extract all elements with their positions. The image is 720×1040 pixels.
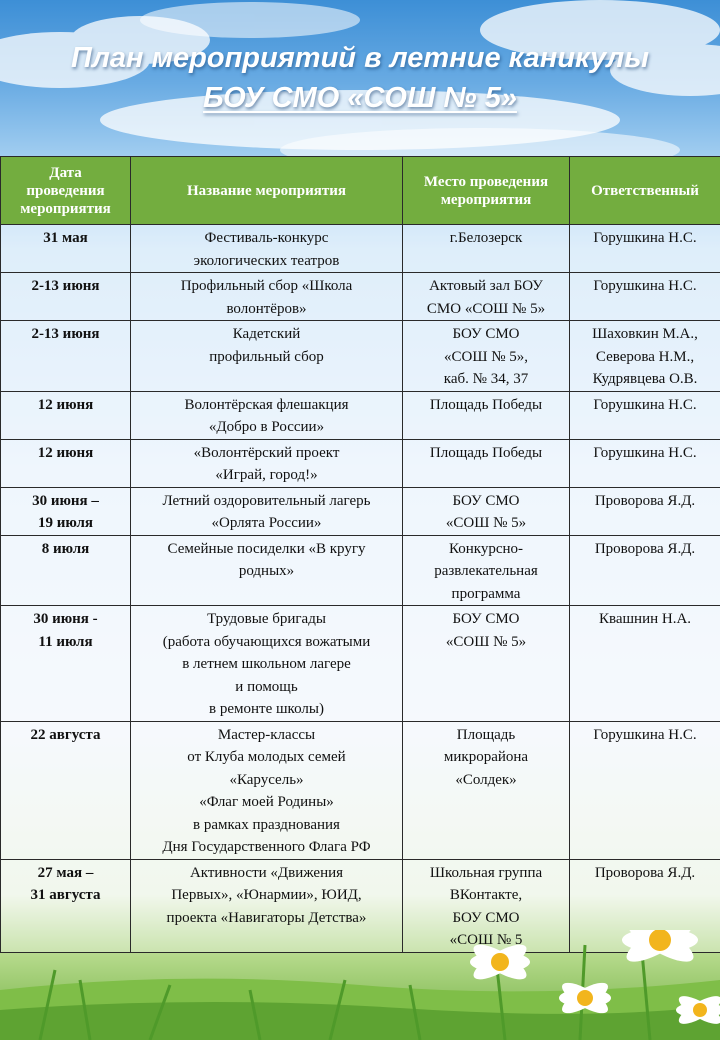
- cell-text-line: Активности «Движения: [189, 864, 344, 881]
- cell-place: [403, 225, 570, 273]
- cell-responsible: [570, 321, 720, 392]
- cell-event-name: [131, 321, 403, 392]
- title-line-1: План мероприятий в летние каникулы: [70, 42, 650, 74]
- cell-place: [403, 721, 570, 859]
- table-row: [1, 321, 720, 392]
- cell-text-line: 30 июня –: [32, 492, 99, 509]
- cell-event-name: [131, 439, 403, 487]
- cell-text-line: Проворова Я.Д.: [594, 492, 696, 509]
- cell-date: [1, 606, 131, 722]
- cell-text-line: от Клуба молодых семей: [187, 749, 346, 765]
- cell-text-line: волонтёров»: [226, 300, 307, 317]
- table-row: [1, 606, 720, 722]
- cell-date: [1, 535, 131, 606]
- cell-text-line: 2-13 июня: [31, 326, 100, 342]
- cell-responsible: [570, 721, 720, 859]
- cell-text-line: 12 июня: [37, 444, 94, 461]
- cell-text-line: в рамках празднования: [193, 816, 340, 833]
- table-body: [1, 225, 720, 953]
- cell-text-line: в летнем школьном лагере: [182, 656, 351, 672]
- cell-text-line: развлекательная: [434, 563, 538, 579]
- cell-text-line: БОУ СМО: [452, 611, 520, 627]
- cell-text-line: Профильный сбор «Школа: [180, 278, 353, 294]
- cell-place: [403, 391, 570, 439]
- cell-text-line: Горушкина Н.С.: [593, 396, 697, 413]
- cell-responsible: [570, 439, 720, 487]
- cell-text-line: «СОШ № 5»,: [443, 348, 529, 365]
- cell-text-line: Площадь Победы: [429, 444, 543, 461]
- cell-event-name: [131, 225, 403, 273]
- cell-text-line: Северова Н.М.,: [595, 348, 695, 365]
- cell-text-line: 8 июля: [41, 540, 90, 557]
- cell-text-line: Летний оздоровительный лагерь: [162, 492, 371, 509]
- cell-event-name: [131, 721, 403, 859]
- cell-text-line: 12 июня: [37, 396, 94, 413]
- cell-text-line: Семейные посиделки «В кругу: [167, 540, 366, 557]
- cell-responsible: [570, 487, 720, 535]
- cell-text-line: микрорайона: [443, 749, 529, 765]
- title-line-2: БОУ СМО «СОШ № 5»: [203, 82, 517, 114]
- cell-date: [1, 439, 131, 487]
- cell-date: [1, 487, 131, 535]
- cell-text-line: экологических театров: [193, 252, 340, 269]
- cell-text-line: Горушкина Н.С.: [593, 230, 697, 246]
- cell-place: [403, 273, 570, 321]
- cell-event-name: [131, 487, 403, 535]
- cell-place: [403, 321, 570, 392]
- cell-text-line: «Играй, город!»: [215, 467, 318, 483]
- cell-text-line: Трудовые бригады: [207, 611, 326, 627]
- cell-text-line: Квашнин Н.А.: [598, 611, 692, 627]
- cell-text-line: Горушкина Н.С.: [593, 726, 697, 743]
- cell-date: [1, 225, 131, 273]
- page-title: [0, 38, 720, 118]
- header-text-line: Место проведения: [423, 173, 549, 190]
- cell-text-line: 31 августа: [30, 887, 101, 903]
- cell-text-line: Первых», «Юнармии», ЮИД,: [171, 887, 362, 903]
- cell-text-line: профильный сбор: [209, 348, 324, 365]
- cell-text-line: БОУ СМО: [452, 909, 520, 926]
- cell-text-line: Мастер-классы: [217, 726, 316, 743]
- table-row: [1, 535, 720, 606]
- cell-text-line: Проворова Я.Д.: [594, 864, 696, 881]
- header-text-line: мероприятия: [20, 200, 111, 217]
- cell-text-line: БОУ СМО: [452, 326, 520, 342]
- cell-date: [1, 391, 131, 439]
- cell-text-line: 27 мая –: [37, 864, 94, 881]
- cell-text-line: «СОШ № 5»: [445, 515, 527, 531]
- events-table: [0, 156, 720, 953]
- cell-text-line: «Карусель»: [229, 771, 304, 788]
- cell-responsible: [570, 606, 720, 722]
- cell-text-line: «Орлята России»: [211, 515, 322, 531]
- cell-text-line: БОУ СМО: [452, 492, 520, 509]
- table-header-row: [1, 157, 720, 225]
- cell-text-line: каб. № 34, 37: [443, 371, 529, 387]
- cell-text-line: «Солдек»: [455, 771, 517, 788]
- header-text-line: Ответственный: [591, 182, 699, 199]
- header-text-line: проведения: [26, 182, 105, 199]
- header-text-line: мероприятия: [440, 191, 532, 208]
- cell-place: [403, 535, 570, 606]
- cell-text-line: «Флаг моей Родины»: [199, 794, 334, 810]
- cell-text-line: Горушкина Н.С.: [593, 278, 697, 294]
- cell-date: [1, 321, 131, 392]
- cell-text-line: «СОШ № 5»: [445, 633, 527, 650]
- cell-text-line: 11 июля: [38, 633, 93, 650]
- cell-text-line: Проворова Я.Д.: [594, 540, 696, 557]
- cell-text-line: 22 августа: [30, 726, 101, 743]
- header-text-line: Дата: [49, 164, 82, 181]
- cell-text-line: Дня Государственного Флага РФ: [162, 839, 371, 855]
- cell-text-line: программа: [451, 585, 521, 602]
- cell-text-line: 30 июня -: [33, 611, 98, 627]
- cell-text-line: 31 мая: [43, 230, 88, 246]
- cell-text-line: Актовый зал БОУ: [429, 278, 543, 294]
- header-name: [131, 157, 403, 225]
- cell-text-line: Шаховкин М.А.,: [592, 326, 698, 342]
- cell-responsible: [570, 225, 720, 273]
- cell-text-line: Фестиваль-конкурс: [204, 230, 329, 246]
- table-row: [1, 721, 720, 859]
- cell-place: [403, 439, 570, 487]
- cell-text-line: СМО «СОШ № 5»: [426, 300, 546, 317]
- cell-text-line: Площадь Победы: [429, 396, 543, 413]
- cell-text-line: 2-13 июня: [31, 278, 100, 294]
- header-responsible: [570, 157, 720, 225]
- cell-responsible: [570, 535, 720, 606]
- cell-text-line: и помощь: [235, 678, 298, 695]
- table-row: [1, 487, 720, 535]
- header-date: [1, 157, 131, 225]
- cell-event-name: [131, 535, 403, 606]
- cell-text-line: в ремонте школы): [209, 701, 324, 717]
- cell-text-line: 19 июля: [37, 515, 93, 531]
- cell-place: [403, 606, 570, 722]
- cell-text-line: Школьная группа: [429, 864, 543, 881]
- cell-text-line: Горушкина Н.С.: [593, 444, 697, 461]
- cell-text-line: (работа обучающихся вожатыми: [162, 633, 371, 650]
- cell-text-line: г.Белозерск: [449, 230, 523, 246]
- cell-responsible: [570, 391, 720, 439]
- table-row: [1, 439, 720, 487]
- cell-text-line: ВКонтакте,: [449, 887, 523, 903]
- table-row: [1, 225, 720, 273]
- cell-text-line: «Добро в России»: [208, 419, 325, 435]
- cell-text-line: «Волонтёрский проект: [193, 444, 340, 461]
- cell-text-line: родных»: [238, 563, 295, 579]
- cell-text-line: Площадь: [456, 726, 516, 743]
- table-row: [1, 273, 720, 321]
- meadow-daisies-decoration: [0, 930, 720, 1040]
- cell-text-line: «СОШ № 5: [449, 932, 523, 948]
- cell-text-line: Волонтёрская флешакция: [184, 396, 349, 413]
- cell-responsible: [570, 273, 720, 321]
- cell-date: [1, 273, 131, 321]
- header-text-line: Название мероприятия: [186, 182, 347, 199]
- cell-event-name: [131, 273, 403, 321]
- cell-place: [403, 487, 570, 535]
- cell-text-line: проекта «Навигаторы Детства»: [166, 909, 367, 926]
- table-row: [1, 391, 720, 439]
- cell-text-line: Кудрявцева О.В.: [592, 371, 698, 387]
- cell-date: [1, 721, 131, 859]
- cell-event-name: [131, 391, 403, 439]
- cell-event-name: [131, 606, 403, 722]
- cell-text-line: Кадетский: [232, 326, 301, 342]
- header-place: [403, 157, 570, 225]
- cell-text-line: Конкурсно-: [448, 540, 524, 557]
